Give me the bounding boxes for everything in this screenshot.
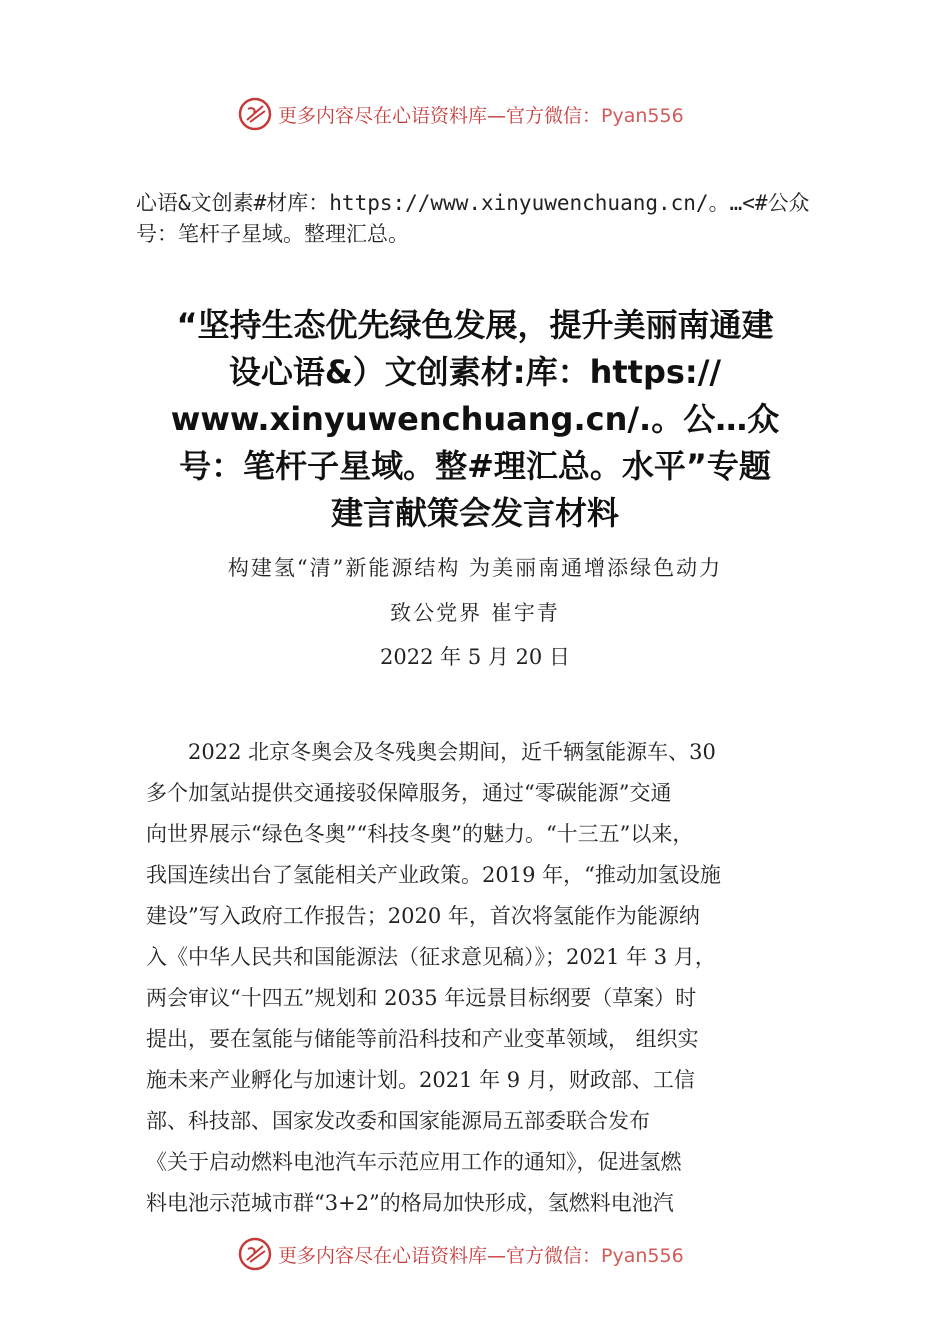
title-line: 设心语&）文创素材:库：https:// <box>228 353 722 391</box>
title-line: 号：笔杆子星域。整#理汇总。水平”专题 <box>179 447 771 485</box>
body-line: 施未来产业孵化与加速计划。2021 年 9 月，财政部、工信 <box>146 1068 695 1092</box>
body-line: 部、科技部、国家发改委和国家能源局五部委联合发布 <box>146 1109 650 1133</box>
seal-logo-icon <box>238 1237 272 1271</box>
wechat-handle: Pyan556 <box>601 1244 684 1267</box>
document-title <box>120 302 830 537</box>
body-line: 向世界展示“绿色冬奥”“科技冬奥”的魅力。“十三五”以来， <box>146 822 694 846</box>
body-line: 入《中华人民共和国能源法（征求意见稿）》；2021 年 3 月， <box>146 945 716 969</box>
source-note: 心语&文创素#材库：https://www.xinyuwenchuang.cn/。…<#公众号：笔杆子星域。整理汇总。 <box>136 191 810 246</box>
date-line: 2022 年 5 月 20 日 <box>380 645 570 669</box>
body-line: 我国连续出台了氢能相关产业政策。2019 年，“推动加氢设施 <box>146 863 721 887</box>
seal-logo-icon <box>238 97 272 131</box>
body-line: 料电池示范城市群“3+2”的格局加快形成，氢燃料电池汽 <box>146 1191 674 1215</box>
watermark-text: 更多内容尽在心语资料库—官方微信：Pyan556 <box>278 1244 684 1267</box>
body-line: 2022 北京冬奥会及冬残奥会期间，近千辆氢能源车、30 <box>146 740 716 764</box>
body-line: 《关于启动燃料电池汽车示范应用工作的通知》，促进氢燃 <box>146 1150 682 1174</box>
title-line: www.xinyuwenchuang.cn/.。公…众 <box>170 400 780 438</box>
body-line: 两会审议“十四五”规划和 2035 年远景目标纲要（草案）时 <box>146 986 697 1010</box>
watermark-banner-top <box>0 94 950 134</box>
title-line: 建言献策会发言材料 <box>330 494 619 532</box>
body-paragraph <box>146 732 826 1224</box>
body-line: 建设”写入政府工作报告；2020 年，首次将氢能作为能源纳 <box>146 904 700 928</box>
author-line: 致公党界 崔宇青 <box>390 601 560 625</box>
watermark-text: 更多内容尽在心语资料库—官方微信：Pyan556 <box>278 104 684 127</box>
wechat-handle: Pyan556 <box>601 104 684 127</box>
body-line: 提出，要在氢能与储能等前沿科技和产业变革领域， 组织实 <box>146 1027 699 1051</box>
body-line: 多个加氢站提供交通接驳保障服务，通过“零碳能源”交通 <box>146 781 672 805</box>
watermark-banner-bottom <box>0 1234 950 1274</box>
document-subtitle: 构建氢“清”新能源结构 为美丽南通增添绿色动力 <box>227 556 723 580</box>
title-line: “坚持生态优先绿色发展，提升美丽南通建 <box>176 306 774 344</box>
